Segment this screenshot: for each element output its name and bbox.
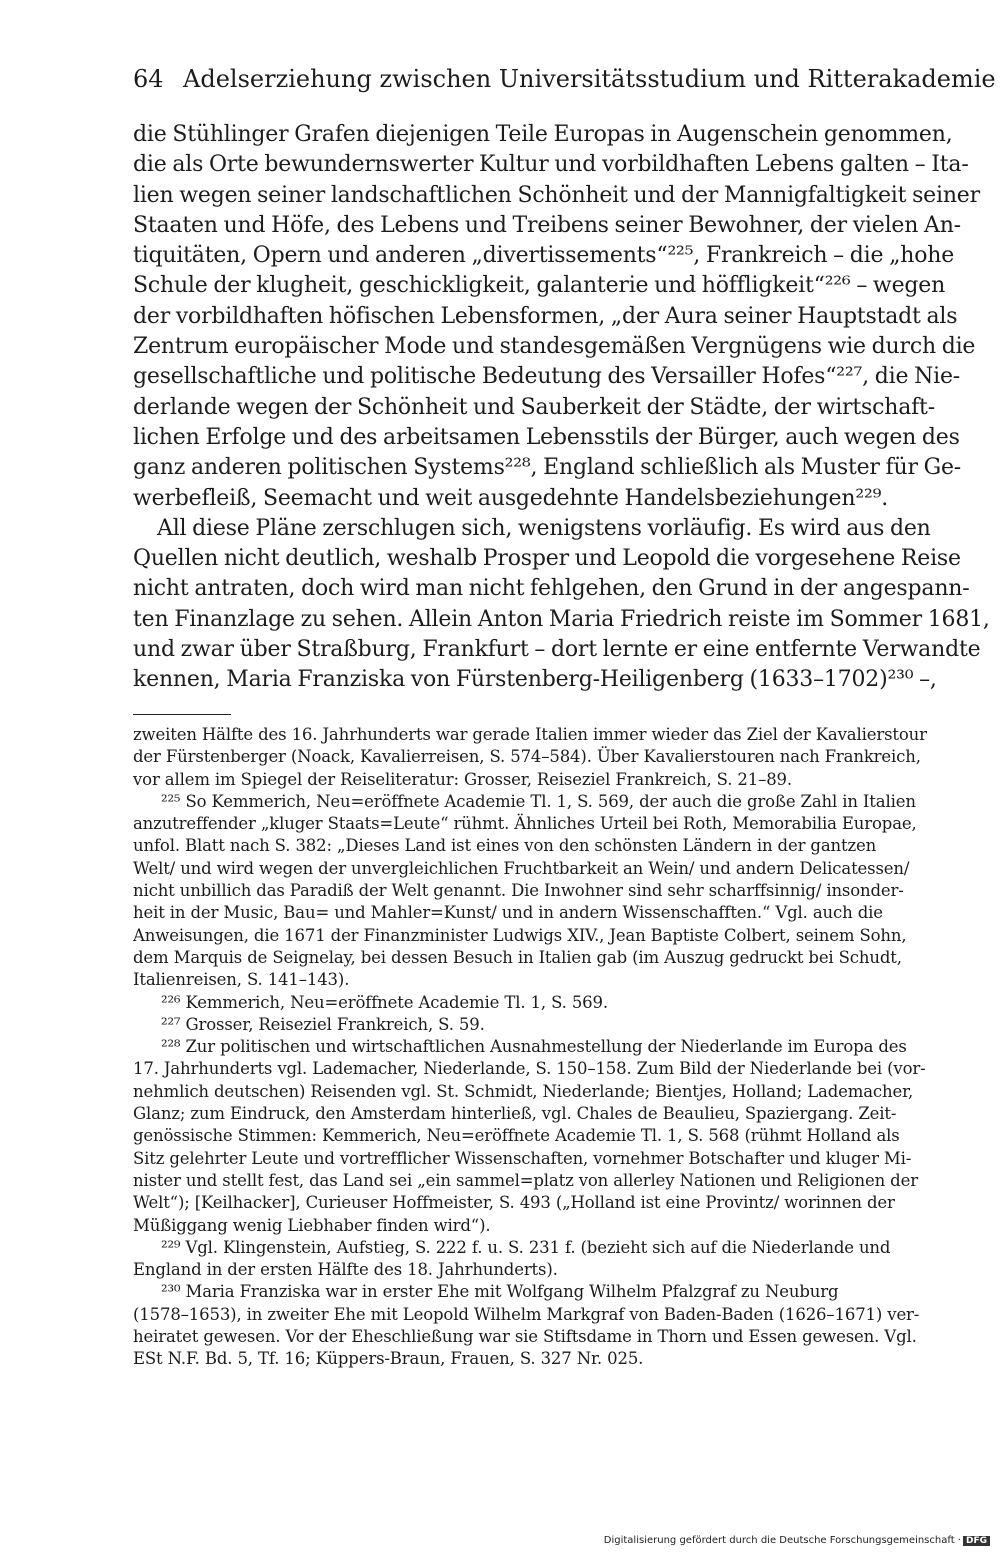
- footnote-line: heiratet gewesen. Vor der Eheschließung war sie Stiftsdame in Thorn und Essen gewesen. Vgl.: [133, 1327, 917, 1347]
- footnote-line: (1578–1653), in zweiter Ehe mit Leopold Wilhelm Markgraf von Baden-Baden (1626–1671) ver-: [133, 1304, 920, 1324]
- footnote-line: dem Marquis de Seignelay, bei dessen Besuch in Italien gab (im Auszug gedruckt bei Schudt,: [133, 947, 902, 967]
- text-line: Quellen nicht deutlich, weshalb Prosper und Leopold die vorgesehene Reise: [133, 546, 961, 572]
- footnotes: [133, 724, 943, 1371]
- text-line: derlande wegen der Schönheit und Sauberkeit der Städte, der wirtschaft-: [133, 394, 935, 420]
- text-line: und zwar über Straßburg, Frankfurt – dort lernte er eine entfernte Verwandte: [133, 637, 981, 663]
- footnote-line: ²²⁸ Zur politischen und wirtschaftlichen Ausnahmestellung der Niederlande im Europa des: [161, 1037, 907, 1057]
- text-line: Schule der klugheit, geschickligkeit, galanterie und höffligkeit“²²⁶ – wegen: [133, 273, 946, 299]
- footnote-line: heit in der Music, Bau= und Mahler=Kunst/ und in andern Wissenschafften.“ Vgl. auch die: [133, 903, 883, 923]
- footnote-line: ²²⁶ Kemmerich, Neu=eröffnete Academie Tl. 1, S. 569.: [161, 992, 608, 1012]
- footnote-line: Glanz; zum Eindruck, den Amsterdam hinterließ, vgl. Chales de Beaulieu, Spaziergang. Zeit-: [133, 1104, 897, 1124]
- text-line: der vorbildhaften höfischen Lebensformen, „der Aura seiner Hauptstadt als: [133, 303, 958, 329]
- footnote-line: ²²⁹ Vgl. Klingenstein, Aufstieg, S. 222 f. u. S. 231 f. (bezieht sich auf die Niederlande und: [161, 1237, 891, 1257]
- text-line: tiquitäten, Opern und anderen „divertissements“²²⁵, Frankreich – die „hohe: [133, 243, 955, 269]
- page-number: 64: [133, 65, 164, 93]
- text-line: lien wegen seiner landschaftlichen Schönheit und der Mannigfaltigkeit seiner: [133, 182, 980, 208]
- footnote-line: ²³⁰ Maria Franziska war in erster Ehe mit Wolfgang Wilhelm Pfalzgraf zu Neuburg: [161, 1282, 839, 1302]
- text-line: ten Finanzlage zu sehen. Allein Anton Maria Friedrich reiste im Sommer 1681,: [133, 606, 990, 632]
- text-line: kennen, Maria Franziska von Fürstenberg-Heiligenberg (1633–1702)²³⁰ –,: [133, 667, 937, 693]
- footnote-line: anzutreffender „kluger Staats=Leute“ rühmt. Ähnliches Urteil bei Roth, Memorabilia Europae,: [133, 814, 917, 834]
- footnote-line: Sitz gelehrter Leute und vortrefflicher Wissenschaften, vornehmer Botschafter und kluger Mi-: [133, 1148, 912, 1168]
- text-line: werbefleiß, Seemacht und weit ausgedehnte Handelsbeziehungen²²⁹.: [133, 485, 888, 511]
- footnote-line: genössische Stimmen: Kemmerich, Neu=eröffnete Academie Tl. 1, S. 568 (rühmt Holland als: [133, 1126, 900, 1146]
- running-title: Adelserziehung zwischen Universitätsstudium und Ritterakademie: [183, 65, 996, 93]
- text-line: lichen Erfolge und des arbeitsamen Lebensstils der Bürger, auch wegen des: [133, 424, 960, 450]
- main-text: [133, 120, 990, 696]
- footnote-line: 17. Jahrhunderts vgl. Lademacher, Niederlande, S. 150–158. Zum Bild der Niederlande bei (vor-: [133, 1059, 926, 1079]
- text-line: die als Orte bewundernswerter Kultur und vorbildhaften Lebens galten – Ita-: [133, 152, 969, 178]
- footnote-line: unfol. Blatt nach S. 382: „Dieses Land ist eines von den schönsten Ländern in der gantzen: [133, 836, 877, 856]
- footnote-line: nicht unbillich das Paradiß der Welt genannt. Die Inwohner sind sehr scharffsinnig/ insonder-: [133, 881, 904, 901]
- footnote-line: vor allem im Spiegel der Reiseliteratur: Grosser, Reiseziel Frankreich, S. 21–89.: [133, 769, 792, 789]
- footnote-line: nister und stellt fest, das Land sei „ein sammel=platz von allerley Nationen und Religionen der: [133, 1170, 918, 1190]
- running-header: [133, 64, 996, 94]
- footnote-line: zweiten Hälfte des 16. Jahrhunderts war gerade Italien immer wieder das Ziel der Kavalierstour: [133, 725, 927, 744]
- text-line: All diese Pläne zerschlugen sich, wenigstens vorläufig. Es wird aus den: [157, 515, 931, 541]
- footnote-line: Welt“); [Keilhacker], Curieuser Hoffmeister, S. 493 („Holland ist eine Provintz/ worinnen der: [133, 1193, 895, 1213]
- footnote-line: Anweisungen, die 1671 der Finanzminister Ludwigs XIV., Jean Baptiste Colbert, seinem Sohn,: [133, 925, 907, 945]
- footnote-line: Müßiggang wenig Liebhaber finden wird“).: [133, 1215, 491, 1235]
- text-line: nicht antraten, doch wird man nicht fehlgehen, den Grund in der angespann-: [133, 576, 970, 602]
- footnote-line: nehmlich deutschen) Reisenden vgl. St. Schmidt, Niederlande; Bientjes, Holland; Lademacher,: [133, 1081, 914, 1101]
- dfg-logo: DFG: [963, 1536, 990, 1546]
- text-line: gesellschaftliche und politische Bedeutung des Versailler Hofes“²²⁷, die Nie-: [133, 364, 961, 390]
- footnote-line: ESt N.F. Bd. 5, Tf. 16; Küppers-Braun, Frauen, S. 327 Nr. 025.: [133, 1349, 644, 1369]
- footnote-line: Italienreisen, S. 141–143).: [133, 970, 350, 990]
- footnote-line: England in der ersten Hälfte des 18. Jahrhunderts).: [133, 1260, 558, 1280]
- text-line: Zentrum europäischer Mode und standesgemäßen Vergnügens wie durch die: [133, 334, 976, 360]
- credit-text: Digitalisierung gefördert durch die Deutsche Forschungsgemeinschaft ·: [603, 1535, 961, 1546]
- footnote-line: der Fürstenberger (Noack, Kavalierreisen, S. 574–584). Über Kavalierstouren nach Frankreich,: [133, 747, 921, 767]
- footnote-line: ²²⁵ So Kemmerich, Neu=eröffnete Academie Tl. 1, S. 569, der auch die große Zahl in Italien: [161, 791, 916, 811]
- footnote-line: Welt/ und wird wegen der unvergleichlichen Fruchtbarkeit an Wein/ und andern Delicatessen/: [133, 858, 910, 878]
- digitization-credit: [604, 1535, 990, 1546]
- text-line: Staaten und Höfe, des Lebens und Treibens seiner Bewohner, der vielen An-: [133, 212, 961, 238]
- text-line: die Stühlinger Grafen diejenigen Teile Europas in Augenschein genommen,: [133, 122, 953, 147]
- text-line: ganz anderen politischen Systems²²⁸, England schließlich als Muster für Ge-: [133, 455, 961, 481]
- footnote-separator: [133, 714, 231, 715]
- footnote-line: ²²⁷ Grosser, Reiseziel Frankreich, S. 59.: [161, 1014, 485, 1034]
